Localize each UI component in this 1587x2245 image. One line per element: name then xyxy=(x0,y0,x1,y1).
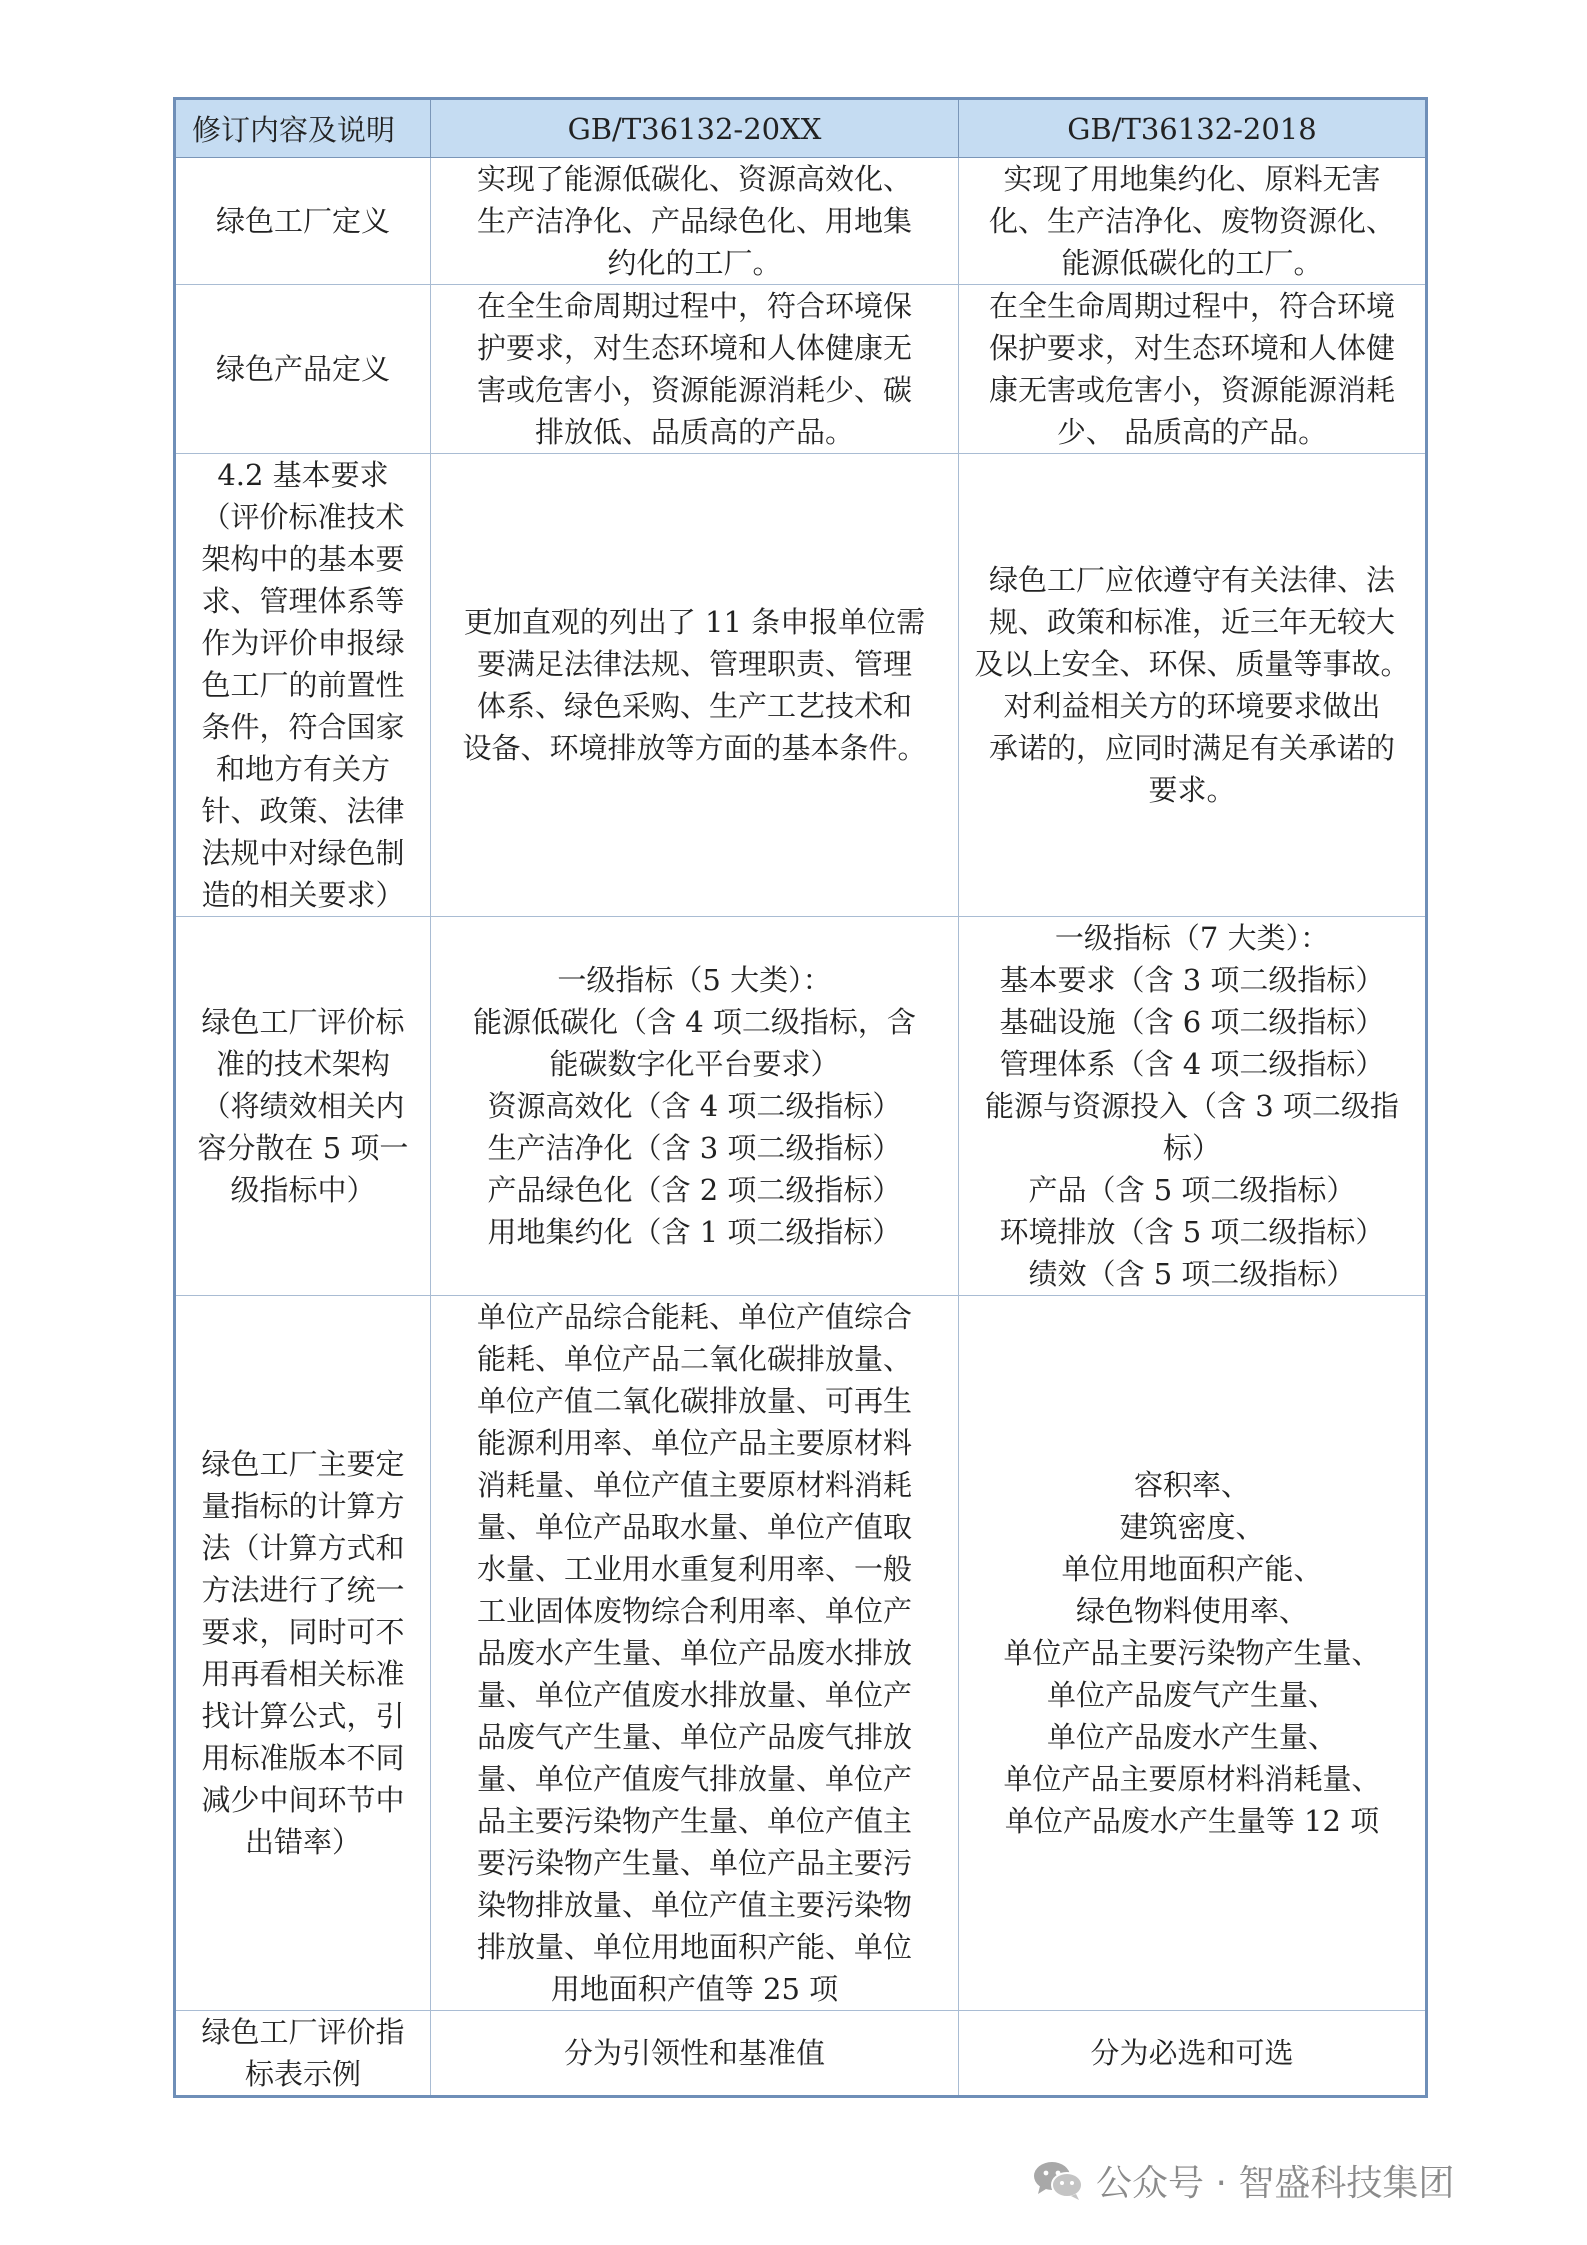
table-header-row xyxy=(175,99,1427,158)
cell-new-standard xyxy=(431,285,959,454)
cell-text-line: 标） xyxy=(1162,1131,1221,1165)
cell-text-line: 针、政策、法律 xyxy=(201,794,405,828)
cell-text-line: 基本要求（含 3 项二级指标） xyxy=(999,963,1385,997)
cell-text-line: 单位产值二氧化碳排放量、可再生 xyxy=(476,1384,912,1418)
cell-old-standard xyxy=(959,158,1427,285)
cell-text-line: 生产洁净化、产品绿色化、用地集 xyxy=(476,204,912,238)
cell-text-line: 少、 品质高的产品。 xyxy=(1056,415,1328,449)
cell-text-line: 建筑密度、 xyxy=(1119,1510,1265,1544)
cell-text-line: 绿色工厂评价标 xyxy=(201,1005,405,1039)
cell-text-line: 在全生命周期过程中，符合环境保 xyxy=(476,289,912,323)
cell-text-line: 基础设施（含 6 项二级指标） xyxy=(999,1005,1385,1039)
cell-text-line: 设备、环境排放等方面的基本条件。 xyxy=(462,731,927,765)
cell-text-line: 标表示例 xyxy=(244,2057,361,2091)
watermark-text: 公众号 · 智盛科技集团 xyxy=(1096,2162,1455,2204)
cell-text-line: 4.2 基本要求 xyxy=(217,458,389,492)
cell-text-line: 造的相关要求） xyxy=(201,878,405,912)
cell-text-line: 单位用地面积产能、 xyxy=(1061,1552,1323,1586)
cell-text-line: 品废水产生量、单位产品废水排放 xyxy=(476,1636,912,1670)
cell-text-line: 环境排放（含 5 项二级指标） xyxy=(999,1215,1385,1249)
cell-text-line: 绿色工厂评价指 xyxy=(201,2015,405,2049)
cell-revision-item xyxy=(175,2011,431,2097)
cell-old-standard xyxy=(959,1296,1427,2011)
cell-text-line: 实现了能源低碳化、资源高效化、 xyxy=(476,162,912,196)
cell-text-line: 害或危害小，资源能源消耗少、碳 xyxy=(476,373,912,407)
cell-old-standard xyxy=(959,917,1427,1296)
cell-text-line: 要污染物产生量、单位产品主要污 xyxy=(476,1846,912,1880)
cell-text-line: 工业固体废物综合利用率、单位产 xyxy=(476,1594,912,1628)
cell-revision-item xyxy=(175,1296,431,2011)
cell-old-standard xyxy=(959,454,1427,917)
header-revision-content: 修订内容及说明 xyxy=(175,99,431,158)
cell-text-line: 排放量、单位用地面积产能、单位 xyxy=(476,1930,912,1964)
cell-text-line: 量、单位产值废水排放量、单位产 xyxy=(476,1678,912,1712)
cell-text-line: 绿色物料使用率、 xyxy=(1075,1594,1308,1628)
cell-new-standard xyxy=(431,454,959,917)
cell-text-line: 量、单位产品取水量、单位产值取 xyxy=(476,1510,912,1544)
cell-text-line: 出错率） xyxy=(244,1825,361,1859)
watermark xyxy=(1030,2155,1454,2205)
table-row xyxy=(175,2011,1427,2097)
cell-text-line: 要满足法律法规、管理职责、管理 xyxy=(476,647,912,681)
cell-text-line: 作为评价申报绿 xyxy=(201,626,405,660)
cell-new-standard xyxy=(431,2011,959,2097)
cell-text-line: 架构中的基本要 xyxy=(201,542,405,576)
cell-text-line: 染物排放量、单位产值主要污染物 xyxy=(476,1888,912,1922)
cell-text-line: 准的技术架构 xyxy=(215,1047,390,1081)
cell-new-standard xyxy=(431,917,959,1296)
cell-text-line: 求、管理体系等 xyxy=(201,584,405,618)
cell-text-line: 用再看相关标准 xyxy=(201,1657,405,1691)
cell-new-standard xyxy=(431,1296,959,2011)
cell-text-line: 产品（含 5 项二级指标） xyxy=(1028,1173,1356,1207)
cell-text-line: 能源低碳化（含 4 项二级指标，含 xyxy=(473,1005,916,1039)
cell-new-standard xyxy=(431,158,959,285)
cell-text-line: 绿色工厂应依遵守有关法律、法 xyxy=(988,563,1395,597)
cell-text-line: 约化的工厂。 xyxy=(607,246,782,280)
cell-text-line: （将绩效相关内 xyxy=(201,1089,405,1123)
header-old-standard: GB/T36132-2018 xyxy=(959,99,1427,158)
cell-text-line: 法（计算方式和 xyxy=(201,1531,405,1565)
cell-text-line: 化、生产洁净化、废物资源化、 xyxy=(988,204,1395,238)
cell-text-line: 减少中间环节中 xyxy=(201,1783,405,1817)
cell-text-line: 品废气产生量、单位产品废气排放 xyxy=(476,1720,912,1754)
cell-text-line: 单位产品废气产生量、 xyxy=(1046,1678,1337,1712)
cell-text-line: 康无害或危害小，资源能源消耗 xyxy=(988,373,1395,407)
cell-text-line: 能耗、单位产品二氧化碳排放量、 xyxy=(476,1342,912,1376)
cell-text-line: 规、政策和标准，近三年无较大 xyxy=(988,605,1395,639)
cell-old-standard xyxy=(959,2011,1427,2097)
cell-text-line: 绿色工厂定义 xyxy=(215,204,390,238)
cell-text-line: 能源利用率、单位产品主要原材料 xyxy=(476,1426,912,1460)
cell-revision-item xyxy=(175,454,431,917)
cell-text-line: 管理体系（含 4 项二级指标） xyxy=(999,1047,1385,1081)
cell-text-line: 保护要求，对生态环境和人体健 xyxy=(988,331,1395,365)
cell-text-line: 单位产品综合能耗、单位产值综合 xyxy=(476,1300,912,1334)
table-row xyxy=(175,158,1427,285)
cell-text-line: 容积率、 xyxy=(1133,1468,1250,1502)
cell-text-line: 分为引领性和基准值 xyxy=(563,2036,825,2070)
cell-text-line: 量指标的计算方 xyxy=(201,1489,405,1523)
cell-text-line: 消耗量、单位产值主要原材料消耗 xyxy=(476,1468,912,1502)
cell-text-line: 实现了用地集约化、原料无害 xyxy=(1003,162,1381,196)
cell-text-line: 生产洁净化（含 3 项二级指标） xyxy=(487,1131,902,1165)
cell-text-line: 承诺的，应同时满足有关承诺的 xyxy=(988,731,1395,765)
wechat-icon xyxy=(1030,2158,1086,2202)
cell-text-line: （评价标准技术 xyxy=(201,500,405,534)
table-row xyxy=(175,285,1427,454)
table-row xyxy=(175,454,1427,917)
cell-text-line: 用地集约化（含 1 项二级指标） xyxy=(487,1215,902,1249)
cell-text-line: 能源低碳化的工厂。 xyxy=(1061,246,1323,280)
cell-text-line: 找计算公式，引 xyxy=(201,1699,405,1733)
cell-text-line: 体系、绿色采购、生产工艺技术和 xyxy=(476,689,912,723)
cell-text-line: 法规中对绿色制 xyxy=(201,836,405,870)
cell-text-line: 方法进行了统一 xyxy=(201,1573,405,1607)
cell-old-standard xyxy=(959,285,1427,454)
cell-text-line: 要求。 xyxy=(1148,773,1236,807)
comparison-table-wrapper xyxy=(173,97,1425,2098)
table-row xyxy=(175,917,1427,1296)
cell-text-line: 排放低、品质高的产品。 xyxy=(534,415,854,449)
header-new-standard: GB/T36132-20XX xyxy=(431,99,959,158)
cell-text-line: 单位产品废水产生量等 12 项 xyxy=(1004,1804,1380,1838)
cell-revision-item xyxy=(175,158,431,285)
cell-text-line: 能源与资源投入（含 3 项二级指 xyxy=(985,1089,1399,1123)
cell-text-line: 对利益相关方的环境要求做出 xyxy=(1003,689,1381,723)
cell-revision-item xyxy=(175,917,431,1296)
cell-text-line: 能碳数字化平台要求） xyxy=(549,1047,840,1081)
cell-text-line: 分为必选和可选 xyxy=(1090,2036,1294,2070)
cell-text-line: 一级指标（7 大类）： xyxy=(1054,921,1330,955)
cell-text-line: 及以上安全、环保、质量等事故。 xyxy=(974,647,1410,681)
cell-text-line: 单位产品废水产生量、 xyxy=(1046,1720,1337,1754)
cell-text-line: 护要求，对生态环境和人体健康无 xyxy=(476,331,912,365)
cell-text-line: 在全生命周期过程中，符合环境 xyxy=(988,289,1395,323)
cell-text-line: 用标准版本不同 xyxy=(201,1741,405,1775)
cell-text-line: 一级指标（5 大类）： xyxy=(557,963,832,997)
comparison-table xyxy=(173,97,1428,2098)
cell-text-line: 和地方有关方 xyxy=(215,752,390,786)
cell-text-line: 绿色产品定义 xyxy=(215,352,390,386)
cell-text-line: 产品绿色化（含 2 项二级指标） xyxy=(487,1173,902,1207)
cell-revision-item xyxy=(175,285,431,454)
cell-text-line: 条件，符合国家 xyxy=(201,710,405,744)
cell-text-line: 单位产品主要原材料消耗量、 xyxy=(1003,1762,1381,1796)
cell-text-line: 更加直观的列出了 11 条申报单位需 xyxy=(463,605,926,639)
cell-text-line: 要求，同时可不 xyxy=(201,1615,405,1649)
table-row xyxy=(175,1296,1427,2011)
cell-text-line: 量、单位产值废气排放量、单位产 xyxy=(476,1762,912,1796)
cell-text-line: 绿色工厂主要定 xyxy=(201,1447,405,1481)
cell-text-line: 单位产品主要污染物产生量、 xyxy=(1003,1636,1381,1670)
cell-text-line: 色工厂的前置性 xyxy=(201,668,405,702)
cell-text-line: 级指标中） xyxy=(230,1173,376,1207)
cell-text-line: 资源高效化（含 4 项二级指标） xyxy=(487,1089,902,1123)
cell-text-line: 水量、工业用水重复利用率、一般 xyxy=(476,1552,912,1586)
cell-text-line: 品主要污染物产生量、单位产值主 xyxy=(476,1804,912,1838)
cell-text-line: 用地面积产值等 25 项 xyxy=(550,1972,839,2006)
cell-text-line: 容分散在 5 项一 xyxy=(197,1131,409,1165)
cell-text-line: 绩效（含 5 项二级指标） xyxy=(1028,1257,1356,1291)
